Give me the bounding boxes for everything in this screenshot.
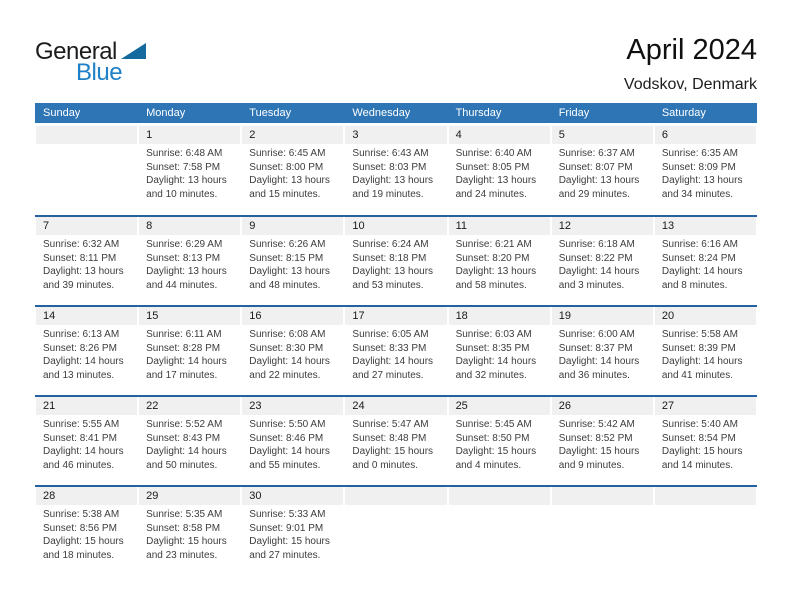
day-cell-3 xyxy=(344,126,447,215)
day-cell-24 xyxy=(344,397,447,485)
logo-triangle-icon xyxy=(121,43,146,59)
day-cell-11 xyxy=(448,217,551,305)
sunset-text: Sunset: 8:43 PM xyxy=(146,432,221,444)
day-number: 1 xyxy=(139,126,240,144)
day-number: 20 xyxy=(655,307,756,325)
day-cell-22 xyxy=(138,397,241,485)
day-cell-26 xyxy=(551,397,654,485)
day-cell-empty xyxy=(35,126,138,215)
day-number: 28 xyxy=(36,487,137,505)
sunset-text: Sunset: 8:11 PM xyxy=(43,252,117,264)
day-number-empty xyxy=(36,126,137,144)
daylight-text: Daylight: 13 hours and 34 minutes. xyxy=(661,175,743,200)
sunrise-text: Sunrise: 5:55 AM xyxy=(43,419,120,430)
day-cell-empty xyxy=(551,487,654,575)
sunset-text: Sunset: 8:03 PM xyxy=(352,161,427,173)
day-number: 10 xyxy=(345,217,446,235)
week-row xyxy=(35,395,757,485)
sunset-text: Sunset: 8:18 PM xyxy=(352,252,427,264)
logo-text-general: General xyxy=(35,38,117,65)
daylight-text: Daylight: 13 hours and 24 minutes. xyxy=(455,175,537,200)
daylight-text: Daylight: 14 hours and 36 minutes. xyxy=(558,356,640,381)
sunset-text: Sunset: 8:22 PM xyxy=(558,252,633,264)
day-cell-21 xyxy=(35,397,138,485)
day-number-empty xyxy=(449,487,550,505)
daylight-text: Daylight: 14 hours and 13 minutes. xyxy=(43,356,124,381)
sunset-text: Sunset: 8:56 PM xyxy=(43,522,117,534)
day-details xyxy=(241,325,344,382)
sunset-text: Sunset: 8:00 PM xyxy=(249,161,324,173)
daylight-text: Daylight: 13 hours and 44 minutes. xyxy=(146,266,227,291)
week-row xyxy=(35,485,757,575)
sunrise-text: Sunrise: 5:50 AM xyxy=(249,419,326,430)
weekday-header-tuesday: Tuesday xyxy=(249,107,292,119)
day-cell-empty xyxy=(654,487,757,575)
day-details xyxy=(344,415,447,472)
day-cell-23 xyxy=(241,397,344,485)
day-number: 26 xyxy=(552,397,653,415)
weekday-header-thursday: Thursday xyxy=(455,107,502,119)
sunrise-text: Sunrise: 6:37 AM xyxy=(558,148,635,159)
daylight-text: Daylight: 14 hours and 46 minutes. xyxy=(43,446,124,471)
daylight-text: Daylight: 14 hours and 22 minutes. xyxy=(249,356,330,381)
day-details xyxy=(138,415,241,472)
sunrise-text: Sunrise: 6:35 AM xyxy=(661,148,738,159)
sunset-text: Sunset: 8:26 PM xyxy=(43,342,117,354)
day-number: 5 xyxy=(552,126,653,144)
day-details xyxy=(448,235,551,292)
day-details xyxy=(241,505,344,562)
day-cell-empty xyxy=(448,487,551,575)
weekday-header-friday: Friday xyxy=(558,107,590,119)
sunrise-text: Sunrise: 6:26 AM xyxy=(249,239,326,250)
sunset-text: Sunset: 8:46 PM xyxy=(249,432,324,444)
day-details xyxy=(551,325,654,382)
daylight-text: Daylight: 14 hours and 32 minutes. xyxy=(455,356,537,381)
sunset-text: Sunset: 8:37 PM xyxy=(558,342,633,354)
sunrise-text: Sunrise: 5:47 AM xyxy=(352,419,429,430)
day-details xyxy=(138,505,241,562)
location-subtitle: Vodskov, Denmark xyxy=(623,76,757,94)
day-number-empty xyxy=(655,487,756,505)
daylight-text: Daylight: 13 hours and 15 minutes. xyxy=(249,175,330,200)
day-cell-14 xyxy=(35,307,138,395)
day-cell-29 xyxy=(138,487,241,575)
day-details xyxy=(344,144,447,201)
daylight-text: Daylight: 15 hours and 9 minutes. xyxy=(558,446,640,471)
sunset-text: Sunset: 8:35 PM xyxy=(455,342,530,354)
weekday-header-sunday: Sunday xyxy=(43,107,81,119)
day-details xyxy=(654,144,757,201)
sunset-text: Sunset: 8:48 PM xyxy=(352,432,427,444)
sunset-text: Sunset: 9:01 PM xyxy=(249,522,324,534)
daylight-text: Daylight: 14 hours and 27 minutes. xyxy=(352,356,434,381)
sunset-text: Sunset: 8:20 PM xyxy=(455,252,530,264)
day-number: 27 xyxy=(655,397,756,415)
sunrise-text: Sunrise: 6:08 AM xyxy=(249,329,326,340)
calendar-weeks xyxy=(35,126,757,575)
day-details xyxy=(448,415,551,472)
day-details xyxy=(138,325,241,382)
daylight-text: Daylight: 15 hours and 23 minutes. xyxy=(146,536,227,561)
sunset-text: Sunset: 8:52 PM xyxy=(558,432,633,444)
day-details xyxy=(138,144,241,201)
sunset-text: Sunset: 8:07 PM xyxy=(558,161,633,173)
weekday-header-saturday: Saturday xyxy=(661,107,706,119)
day-details xyxy=(241,235,344,292)
day-details xyxy=(344,325,447,382)
day-cell-6 xyxy=(654,126,757,215)
weekday-header-wednesday: Wednesday xyxy=(352,107,411,119)
day-number: 17 xyxy=(345,307,446,325)
day-details xyxy=(241,144,344,201)
daylight-text: Daylight: 14 hours and 8 minutes. xyxy=(661,266,743,291)
sunrise-text: Sunrise: 6:43 AM xyxy=(352,148,429,159)
sunset-text: Sunset: 8:28 PM xyxy=(146,342,221,354)
day-number: 18 xyxy=(449,307,550,325)
day-details xyxy=(35,235,138,292)
sunrise-text: Sunrise: 6:11 AM xyxy=(146,329,222,340)
day-cell-16 xyxy=(241,307,344,395)
day-number: 11 xyxy=(449,217,550,235)
day-cell-19 xyxy=(551,307,654,395)
day-cell-27 xyxy=(654,397,757,485)
sunset-text: Sunset: 8:24 PM xyxy=(661,252,736,264)
day-cell-1 xyxy=(138,126,241,215)
daylight-text: Daylight: 14 hours and 55 minutes. xyxy=(249,446,330,471)
sunrise-text: Sunrise: 6:48 AM xyxy=(146,148,223,159)
day-number-empty xyxy=(552,487,653,505)
sunset-text: Sunset: 8:33 PM xyxy=(352,342,427,354)
day-cell-30 xyxy=(241,487,344,575)
daylight-text: Daylight: 13 hours and 19 minutes. xyxy=(352,175,434,200)
day-details xyxy=(551,415,654,472)
day-details xyxy=(35,415,138,472)
day-cell-9 xyxy=(241,217,344,305)
page-header xyxy=(35,34,757,94)
page-title: April 2024 xyxy=(626,34,757,66)
sunrise-text: Sunrise: 6:21 AM xyxy=(455,239,532,250)
sunset-text: Sunset: 8:58 PM xyxy=(146,522,221,534)
day-cell-17 xyxy=(344,307,447,395)
daylight-text: Daylight: 15 hours and 18 minutes. xyxy=(43,536,124,561)
sunset-text: Sunset: 8:54 PM xyxy=(661,432,736,444)
sunrise-text: Sunrise: 5:40 AM xyxy=(661,419,738,430)
sunrise-text: Sunrise: 6:32 AM xyxy=(43,239,120,250)
day-number: 2 xyxy=(242,126,343,144)
day-cell-12 xyxy=(551,217,654,305)
sunset-text: Sunset: 8:50 PM xyxy=(455,432,530,444)
day-cell-5 xyxy=(551,126,654,215)
day-number: 22 xyxy=(139,397,240,415)
day-cell-8 xyxy=(138,217,241,305)
sunset-text: Sunset: 8:41 PM xyxy=(43,432,117,444)
week-row xyxy=(35,215,757,305)
sunrise-text: Sunrise: 6:18 AM xyxy=(558,239,635,250)
day-number-empty xyxy=(345,487,446,505)
day-cell-empty xyxy=(344,487,447,575)
day-number: 30 xyxy=(242,487,343,505)
day-number: 15 xyxy=(139,307,240,325)
day-details xyxy=(241,415,344,472)
weekday-header-monday: Monday xyxy=(146,107,186,119)
day-cell-10 xyxy=(344,217,447,305)
day-cell-18 xyxy=(448,307,551,395)
daylight-text: Daylight: 14 hours and 41 minutes. xyxy=(661,356,743,381)
sunset-text: Sunset: 8:30 PM xyxy=(249,342,324,354)
daylight-text: Daylight: 13 hours and 58 minutes. xyxy=(455,266,537,291)
week-row xyxy=(35,126,757,215)
calendar-table xyxy=(35,103,757,575)
sunrise-text: Sunrise: 5:35 AM xyxy=(146,509,223,520)
sunset-text: Sunset: 8:39 PM xyxy=(661,342,736,354)
sunrise-text: Sunrise: 6:16 AM xyxy=(661,239,738,250)
sunrise-text: Sunrise: 6:45 AM xyxy=(249,148,326,159)
sunrise-text: Sunrise: 6:29 AM xyxy=(146,239,223,250)
day-details xyxy=(35,325,138,382)
day-cell-28 xyxy=(35,487,138,575)
day-cell-20 xyxy=(654,307,757,395)
day-number: 14 xyxy=(36,307,137,325)
daylight-text: Daylight: 13 hours and 10 minutes. xyxy=(146,175,227,200)
daylight-text: Daylight: 15 hours and 4 minutes. xyxy=(455,446,537,471)
day-cell-15 xyxy=(138,307,241,395)
sunset-text: Sunset: 8:05 PM xyxy=(455,161,530,173)
daylight-text: Daylight: 15 hours and 14 minutes. xyxy=(661,446,743,471)
day-cell-7 xyxy=(35,217,138,305)
logo-text-blue: Blue xyxy=(76,59,123,86)
sunrise-text: Sunrise: 6:13 AM xyxy=(43,329,120,340)
sunset-text: Sunset: 8:15 PM xyxy=(249,252,324,264)
title-block xyxy=(624,34,757,94)
sunrise-text: Sunrise: 5:33 AM xyxy=(249,509,326,520)
daylight-text: Daylight: 14 hours and 50 minutes. xyxy=(146,446,227,471)
sunrise-text: Sunrise: 6:03 AM xyxy=(455,329,532,340)
day-number: 4 xyxy=(449,126,550,144)
daylight-text: Daylight: 13 hours and 53 minutes. xyxy=(352,266,434,291)
day-number: 3 xyxy=(345,126,446,144)
day-cell-2 xyxy=(241,126,344,215)
day-number: 13 xyxy=(655,217,756,235)
sunrise-text: Sunrise: 5:38 AM xyxy=(43,509,120,520)
sunset-text: Sunset: 7:58 PM xyxy=(146,161,221,173)
day-details xyxy=(654,415,757,472)
daylight-text: Daylight: 13 hours and 29 minutes. xyxy=(558,175,640,200)
daylight-text: Daylight: 15 hours and 27 minutes. xyxy=(249,536,330,561)
sunrise-text: Sunrise: 6:05 AM xyxy=(352,329,429,340)
daylight-text: Daylight: 13 hours and 48 minutes. xyxy=(249,266,330,291)
day-details xyxy=(551,235,654,292)
daylight-text: Daylight: 13 hours and 39 minutes. xyxy=(43,266,124,291)
day-number: 19 xyxy=(552,307,653,325)
day-number: 23 xyxy=(242,397,343,415)
sunset-text: Sunset: 8:13 PM xyxy=(146,252,221,264)
day-details xyxy=(344,235,447,292)
sunrise-text: Sunrise: 5:45 AM xyxy=(455,419,532,430)
general-blue-logo xyxy=(35,38,155,86)
day-number: 12 xyxy=(552,217,653,235)
day-number: 21 xyxy=(36,397,137,415)
day-details xyxy=(448,144,551,201)
day-number: 29 xyxy=(139,487,240,505)
week-row xyxy=(35,305,757,395)
sunrise-text: Sunrise: 5:52 AM xyxy=(146,419,223,430)
day-number: 8 xyxy=(139,217,240,235)
sunrise-text: Sunrise: 5:42 AM xyxy=(558,419,635,430)
sunrise-text: Sunrise: 5:58 AM xyxy=(661,329,738,340)
day-cell-13 xyxy=(654,217,757,305)
day-number: 24 xyxy=(345,397,446,415)
sunrise-text: Sunrise: 6:24 AM xyxy=(352,239,429,250)
day-cell-25 xyxy=(448,397,551,485)
weekday-header-row xyxy=(35,103,757,123)
day-cell-4 xyxy=(448,126,551,215)
sunrise-text: Sunrise: 6:00 AM xyxy=(558,329,635,340)
day-details xyxy=(448,325,551,382)
day-details xyxy=(654,325,757,382)
daylight-text: Daylight: 14 hours and 3 minutes. xyxy=(558,266,640,291)
daylight-text: Daylight: 14 hours and 17 minutes. xyxy=(146,356,227,381)
sunrise-text: Sunrise: 6:40 AM xyxy=(455,148,532,159)
day-number: 25 xyxy=(449,397,550,415)
day-number: 16 xyxy=(242,307,343,325)
day-details xyxy=(551,144,654,201)
day-details xyxy=(654,235,757,292)
day-details xyxy=(35,505,138,562)
day-number: 9 xyxy=(242,217,343,235)
daylight-text: Daylight: 15 hours and 0 minutes. xyxy=(352,446,434,471)
day-number: 6 xyxy=(655,126,756,144)
day-details xyxy=(138,235,241,292)
sunset-text: Sunset: 8:09 PM xyxy=(661,161,736,173)
day-number: 7 xyxy=(36,217,137,235)
